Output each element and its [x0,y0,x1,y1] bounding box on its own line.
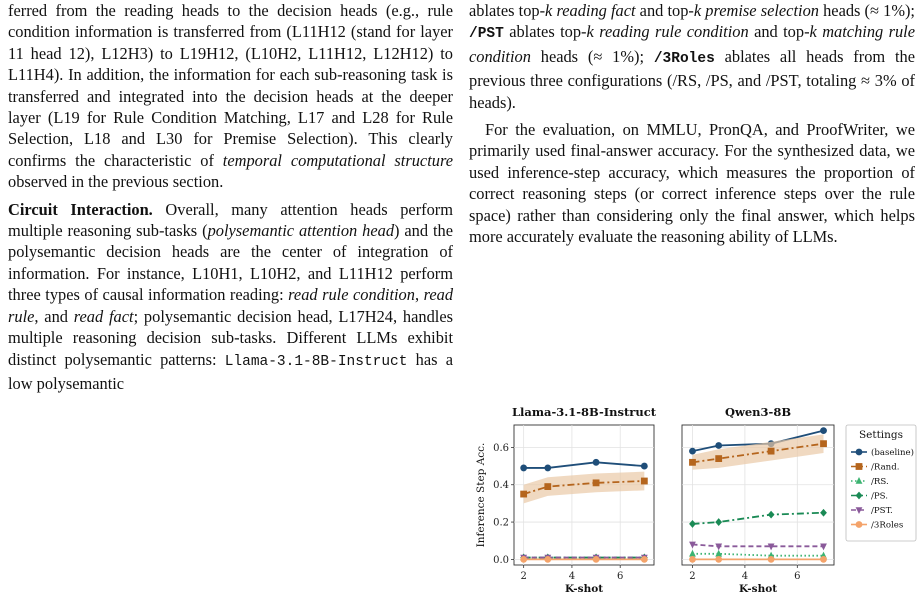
data-point [641,478,648,485]
text-run: has a low polysemantic [8,349,453,393]
data-point [641,556,648,563]
text-run: heads (≈ 1%); [818,1,915,20]
text-run: ablates all heads from the previous three configurations (/RS, /PS, and /PST, totaling ≈ 3% of heads). [469,46,915,112]
legend-label: /3Roles [871,520,904,531]
data-point [593,459,600,466]
data-point [768,556,775,563]
kshot-chart [469,395,919,595]
x-tick-label: 6 [794,571,801,582]
chart-panel [475,405,657,595]
emphasis: read fact [73,306,134,326]
data-point [689,556,696,563]
legend-swatch-marker [856,463,863,470]
chart-panel [682,405,834,595]
data-point [593,479,600,486]
figure-kshot [469,395,919,595]
data-point [689,448,696,455]
model-name: Llama-3.1-8B-Instruct [224,353,408,370]
paragraph-circuit-interaction [8,199,453,395]
text-run: , [414,285,424,305]
emphasis: premise selection [701,1,819,20]
y-axis-label: Inference Step Acc. [475,442,487,548]
data-point [715,556,722,563]
y-tick-label: 0.4 [493,480,509,492]
text-run: and top- [635,1,694,20]
paragraph-heading: Circuit Interaction. [8,199,153,219]
legend-label: /PST. [871,506,893,517]
emphasis: matching rule condition [469,22,915,66]
chart-title: Llama-3.1-8B-Instruct [511,405,657,419]
paragraph-ablation [469,0,915,113]
text-run: ) and the polysemantic decision heads are the center of integration of information. For instance, L10H1, L10H2, and L11H12 perform three types of causal information reading: [8,221,454,305]
emphasis: reading fact [552,1,636,20]
emphasis: reading rule condition [593,22,749,42]
data-point [520,465,527,472]
text-run: ablates top- [469,1,546,20]
data-point [544,556,551,563]
text-run: Overall, many attention heads perform multiple reasoning sub-tasks ( [8,199,454,241]
x-tick-label: 2 [520,571,527,582]
config-pst: /PST [469,26,504,43]
legend-title: Settings [858,429,904,441]
text-run: ; polysemantic decision head, L17H24, handles multiple reasoning decision sub-tasks. Different LLMs exhibit distinct polysemantic patterns: [8,306,453,369]
data-point [593,556,600,563]
legend-label: /PS. [871,491,888,502]
x-axis-label: K-shot [564,583,604,595]
data-point [715,455,722,462]
data-point [641,463,648,470]
legend-label: /Rand. [871,462,900,473]
text-run: heads (≈ 1%); [530,46,654,66]
math-k: k [693,1,702,20]
x-tick-label: 2 [689,571,696,582]
paragraph-evaluation: For the evaluation, on MMLU, PronQA, and ProofWriter, we primarily used final-answer accuracy. For the synthesized data, we used inference-step accuracy, which measures the proportion of correct reasoning steps (or correct inference steps over the rule space) rather than considering only the final answer, which helps more accurately evaluate the reasoning ability of LLMs. [469,120,915,247]
emphasis: read rule [8,285,454,326]
x-tick-label: 4 [568,571,576,582]
y-tick-label: 0.2 [493,517,509,529]
x-tick-label: 4 [741,571,749,582]
legend-swatch-marker [856,449,863,456]
emphasis: polysemantic attention head [207,221,395,241]
data-point [820,440,827,447]
text-run: and top- [748,22,810,42]
legend-label: (baseline) [871,448,914,459]
math-k: k [586,22,594,42]
x-axis-label: K-shot [738,583,778,595]
legend [846,425,916,541]
y-tick-label: 0.6 [493,442,509,454]
math-k: k [545,1,553,20]
data-point [520,491,527,498]
text-run: , and [34,306,74,326]
text-run: observed in the previous section. [8,172,224,192]
config-3roles: /3Roles [653,50,715,67]
legend-swatch-marker [856,521,863,528]
data-point [820,556,827,563]
chart-title: Qwen3-8B [724,405,792,419]
math-k: k [809,22,817,42]
text-run: ablates top- [503,22,587,42]
paragraph-flow [8,0,453,193]
data-point [520,556,527,563]
data-point [689,459,696,466]
data-point [544,483,551,490]
emphasis: read rule condition [288,285,415,305]
legend-label: /RS. [871,477,889,488]
y-tick-label: 0.0 [493,554,509,566]
text-run: ferred from the reading heads to the decision heads (e.g., rule condition information is transferred from (L11H12 (stand for layer 11 head 12), L12H3) to L19H12, (L10H2, L11H12, L12H12) to L11H4). In addition, the information for each sub-reasoning task is transferred and integrated into the decision heads at the deeper layer (L19 for Rule Condition Matching, L17 and L28 for Rule Selection, L18 and L30 for Premise Selection). This clearly confirms the characteristic of [8,1,453,170]
right-column [469,0,915,247]
data-point [715,442,722,449]
emphasis-temporal: temporal computational structure [222,150,453,170]
left-column [8,0,453,394]
x-tick-label: 6 [617,571,624,582]
data-point [820,427,827,434]
data-point [768,448,775,455]
data-point [544,465,551,472]
